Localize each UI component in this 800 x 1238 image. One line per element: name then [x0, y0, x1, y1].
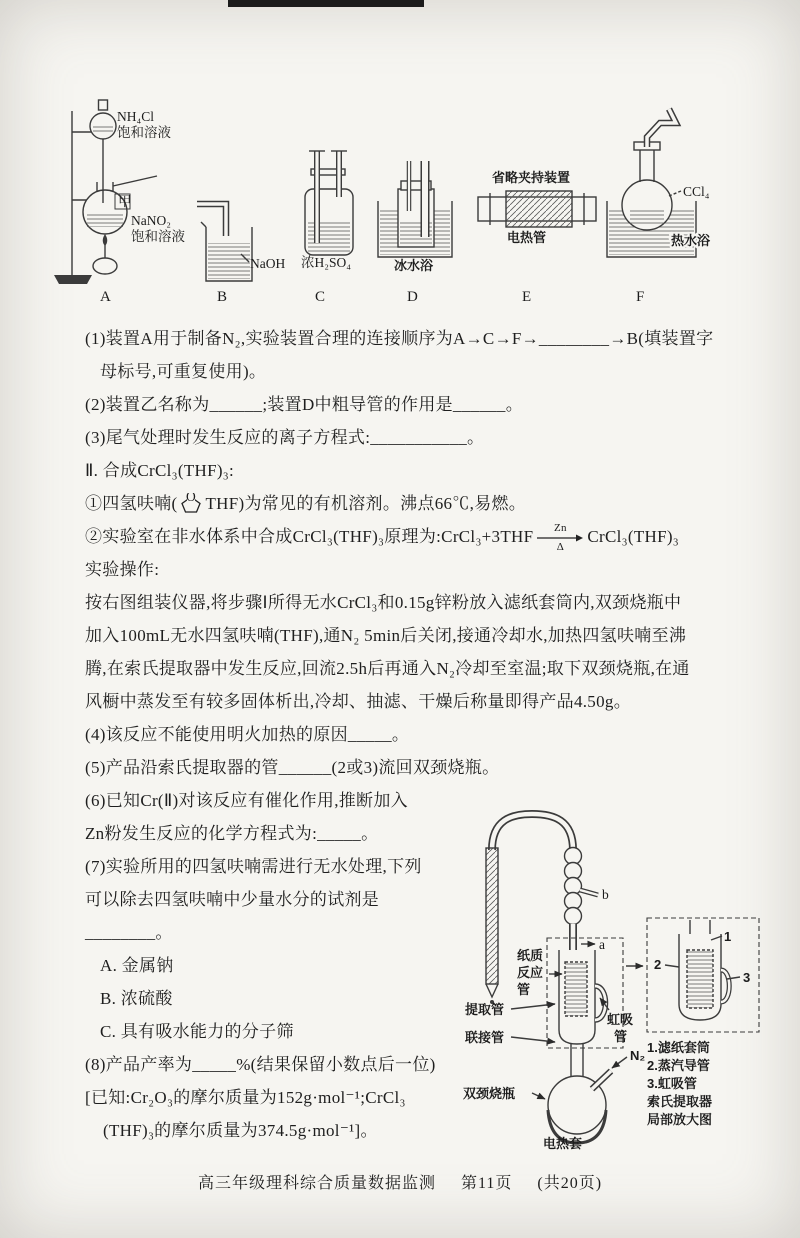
q6-line1: (6)已知Cr(Ⅱ)对该反应有催化作用,推断加入 [85, 791, 408, 810]
q7-line1: (7)实验所用的四氢呋喃需进行无水处理,下列 [85, 857, 422, 876]
connect-tube-label: 联接管 [465, 1030, 505, 1045]
q7-line3: ________。 [85, 923, 173, 942]
bulb-condenser [565, 908, 582, 925]
q1-line1: (1)装置A用于制备N₂,实验装置合理的连接顺序为A→C→F→________→B(填装置字 [85, 329, 714, 348]
q7-line2: 可以除去四氢呋喃中少量水分的试剂是 [85, 890, 380, 909]
nano2-saturated-label: 饱和溶液 [131, 229, 185, 244]
apparatus-d [378, 161, 452, 257]
n2-label: N₂ [630, 1048, 646, 1063]
question-area [85, 322, 785, 1150]
scan-artifact-bar [228, 0, 424, 7]
q6-line2: Zn粉发生反应的化学方程式为:_____。 [85, 824, 379, 843]
paper-reaction-tube-label-2: 反应 [517, 965, 544, 980]
apparatus-label-c: C [315, 289, 326, 305]
siphon-label-1: 虹吸 [607, 1012, 634, 1027]
q4-line: (4)该反应不能使用明火加热的原因_____。 [85, 725, 410, 744]
apparatus-label-d: D [407, 289, 418, 305]
synthesis-post: CrCl₃(THF)₃ [587, 527, 680, 546]
section-2-title: Ⅱ. 合成CrCl₃(THF)₃: [85, 461, 235, 480]
heating-tube-body [506, 191, 572, 227]
clamp-omitted-note: 省略夹持装置 [492, 170, 571, 185]
naoh-label: NaOH [250, 256, 286, 271]
port-label-a: a [599, 937, 605, 952]
option-b: B. 浓硫酸 [100, 989, 173, 1008]
apparatus-label-a: A [100, 289, 111, 305]
synthesis-principle-line [85, 520, 785, 553]
thf-note-line [85, 487, 785, 520]
apparatus-row-diagram [0, 85, 800, 320]
paper-reaction-tube-label-1: 纸质 [517, 948, 544, 963]
nh4cl-saturated-label: 饱和溶液 [117, 125, 171, 140]
apparatus-label-b: B [217, 289, 228, 305]
svg-text:O: O [186, 493, 197, 504]
funnel-stopper [99, 100, 108, 110]
operation-line-1: 按右图组装仪器,将步骤Ⅰ所得无水CrCl₃和0.15g锌粉放入滤纸套筒内,双颈烧瓶中 [85, 593, 682, 612]
inset-caption-4: 索氏提取器 [647, 1094, 713, 1109]
option-a: A. 金属钠 [100, 956, 174, 975]
inset-paper-thimble [687, 950, 713, 1008]
paper-thimble [565, 962, 587, 1016]
inset-number-3: 3 [743, 970, 751, 985]
diagram-column [459, 784, 785, 1150]
ice-bath-label: 冰水浴 [394, 258, 434, 273]
device-tag-jia: 甲 [118, 194, 132, 209]
option-c: C. 具有吸水能力的分子筛 [100, 1022, 294, 1041]
apparatus-label-e: E [522, 289, 532, 305]
apparatus-label-f: F [636, 289, 645, 305]
known-line-1: [已知:Cr₂O₃的摩尔质量为152g·mol⁻¹;CrCl₃ [85, 1088, 406, 1107]
inset-caption-5: 局部放大图 [647, 1112, 713, 1127]
thf-ring-icon [179, 493, 203, 513]
siphon-label-2: 管 [614, 1029, 628, 1044]
q5-line: (5)产品沿索氏提取器的管______(2或3)流回双颈烧瓶。 [85, 758, 500, 777]
inset-caption-2: 2.蒸汽导管 [647, 1058, 710, 1073]
apparatus-c [305, 151, 353, 255]
ccl4-label: CCl₄ [683, 184, 710, 199]
nano2-label: NaNO₂ [131, 213, 171, 228]
extract-tube-label: 提取管 [465, 1002, 505, 1017]
port-label-b: b [602, 887, 609, 902]
heating-mantle-label: 电热套 [543, 1136, 583, 1150]
arrow-below-condition: Δ [556, 541, 565, 554]
apparatus-e [478, 191, 596, 227]
known-line-2: (THF)₃的摩尔质量为374.5g·mol⁻¹]。 [103, 1121, 378, 1140]
inset-caption-1: 1.滤纸套筒 [647, 1040, 710, 1055]
flame-icon [103, 234, 108, 246]
nh4cl-label: NH₄Cl [117, 109, 154, 124]
q2-line: (2)装置乙名称为______;装置D中粗导管的作用是______。 [85, 395, 524, 414]
bottom-section [85, 784, 785, 1150]
footer-title: 高三年级理科综合质量数据监测 [197, 1175, 436, 1192]
thf-note-post: THF)为常见的有机溶剂。沸点66℃,易燃。 [205, 494, 527, 513]
page-footer [0, 1170, 800, 1193]
inset-number-2: 2 [654, 957, 662, 972]
paper-reaction-tube-label-3: 管 [517, 982, 531, 997]
q3-line: (3)尾气处理时发生反应的离子方程式:___________。 [85, 428, 485, 447]
operation-line-3: 腾,在索氏提取器中发生反应,回流2.5h后再通入N₂冷却至室温;取下双颈烧瓶,在通 [85, 659, 690, 678]
condenser-tube [486, 848, 498, 984]
bottom-text-column [85, 784, 459, 1150]
operation-line-2: 加入100mL无水四氢呋喃(THF),通N₂ 5min后关闭,接通冷却水,加热四氢呋喃至沸 [85, 626, 687, 645]
inset-caption-3: 3.虹吸管 [647, 1076, 697, 1091]
inset-number-1: 1 [724, 929, 732, 944]
two-neck-flask-label: 双颈烧瓶 [463, 1086, 516, 1101]
footer-total-pages: (共20页) [537, 1175, 603, 1192]
thf-note-pre: ①四氢呋喃( [85, 494, 178, 513]
soxhlet-extractor-diagram [459, 798, 779, 1150]
alcohol-lamp [93, 258, 117, 274]
footer-page-number: 第11页 [460, 1175, 513, 1192]
q8-line: (8)产品产率为_____%(结果保留小数点后一位) [85, 1055, 436, 1074]
apparatus-b [197, 204, 252, 281]
operation-line-4: 风橱中蒸发至有较多固体析出,冷却、抽滤、干燥后称量即得产品4.50g。 [85, 692, 631, 711]
operation-title: 实验操作: [85, 560, 160, 579]
h2so4-label: 浓H₂SO₄ [301, 255, 351, 270]
hot-water-bath-label: 热水浴 [671, 233, 711, 248]
synthesis-pre: ②实验室在非水体系中合成CrCl₃(THF)₃原理为:CrCl₃+3THF [85, 527, 534, 546]
heating-tube-label: 电热管 [507, 230, 547, 245]
arrow-above-condition: Zn [553, 522, 567, 535]
q1-line2: 母标号,可重复使用)。 [100, 362, 267, 381]
reaction-condition-arrow [537, 523, 583, 553]
